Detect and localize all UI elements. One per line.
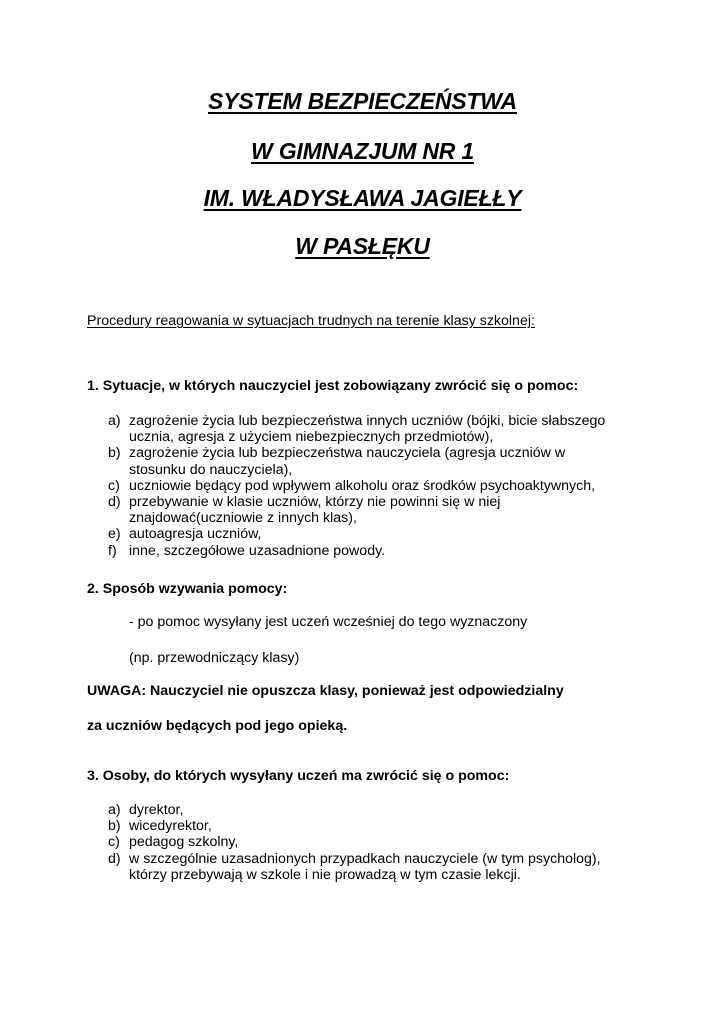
- section-3-heading: 3. Osoby, do których wysyłany uczeń ma zwrócić się o pomoc:: [87, 768, 510, 784]
- section-1-heading: 1. Sytuacje, w których nauczyciel jest zobowiązany zwrócić się o pomoc:: [87, 378, 579, 394]
- list-item: [108, 543, 605, 559]
- list-item: [108, 526, 605, 542]
- list-marker: b): [108, 818, 121, 835]
- list-marker: c): [108, 834, 120, 851]
- list-item: [108, 818, 601, 834]
- list-marker: e): [108, 526, 121, 543]
- warning-line-2: za uczniów będących pod jego opieką.: [87, 718, 348, 734]
- list-marker: a): [108, 413, 121, 429]
- list-marker: d): [108, 494, 121, 511]
- list-item: [108, 445, 605, 477]
- list-item-text: autoagresja uczniów,: [129, 526, 262, 543]
- list-item-text: zagrożenie życia lub bezpieczeństwa innych uczniów (bójki, bicie słabszego: [129, 413, 606, 429]
- list-item-text: uczniowie będący pod wpływem alkoholu oraz środków psychoaktywnych,: [129, 477, 596, 494]
- warning-line-1: UWAGA: Nauczyciel nie opuszcza klasy, ponieważ jest odpowiedzialny: [87, 683, 564, 699]
- list-item-text: wicedyrektor,: [129, 818, 212, 835]
- list-item: [108, 413, 605, 445]
- list-item-text: znajdować(uczniowie z innych klas),: [129, 510, 357, 527]
- list-item-text: stosunku do nauczyciela),: [129, 461, 293, 478]
- list-item-text: pedagog szkolny,: [129, 834, 239, 851]
- list-item: [108, 834, 601, 850]
- list-item: [108, 851, 601, 883]
- section-2-heading: 2. Sposób wzywania pomocy:: [87, 581, 288, 597]
- list-item-text: inne, szczegółowe uzasadnione powody.: [129, 542, 386, 559]
- section-3-list: [108, 802, 601, 883]
- list-item-text: dyrektor,: [129, 802, 184, 818]
- section-1-list: [108, 413, 605, 559]
- list-marker: c): [108, 477, 120, 494]
- list-item: [108, 494, 605, 526]
- list-item-text: przebywanie w klasie uczniów, którzy nie powinni się w niej: [129, 494, 501, 511]
- list-item-text: którzy przebywają w szkole i nie prowadzą w tym czasie lekcji.: [129, 866, 521, 883]
- list-marker: f): [108, 542, 117, 559]
- list-item: [108, 478, 605, 494]
- list-item: [108, 802, 601, 818]
- list-item-text: w szczególnie uzasadnionych przypadkach nauczyciele (w tym psycholog),: [129, 850, 601, 867]
- list-marker: a): [108, 802, 121, 818]
- title-line-2: W GIMNAZJUM NR 1: [251, 138, 474, 164]
- title-line-1: SYSTEM BEZPIECZEŃSTWA: [208, 88, 517, 114]
- section-2-line-2: (np. przewodniczący klasy): [129, 650, 300, 666]
- list-marker: d): [108, 850, 121, 867]
- title-line-3: IM. WŁADYSŁAWA JAGIEŁŁY: [203, 185, 522, 211]
- list-item-text: ucznia, agresja z użyciem niebezpiecznych przedmiotów),: [129, 429, 494, 446]
- title-line-4: W PASŁĘKU: [295, 233, 430, 259]
- section-2-line-1: - po pomoc wysyłany jest uczeń wcześniej do tego wyznaczony: [129, 614, 528, 630]
- list-marker: b): [108, 445, 121, 462]
- subtitle: Procedury reagowania w sytuacjach trudnych na terenie klasy szkolnej:: [87, 313, 535, 329]
- list-item-text: zagrożenie życia lub bezpieczeństwa nauczyciela (agresja uczniów w: [129, 445, 566, 462]
